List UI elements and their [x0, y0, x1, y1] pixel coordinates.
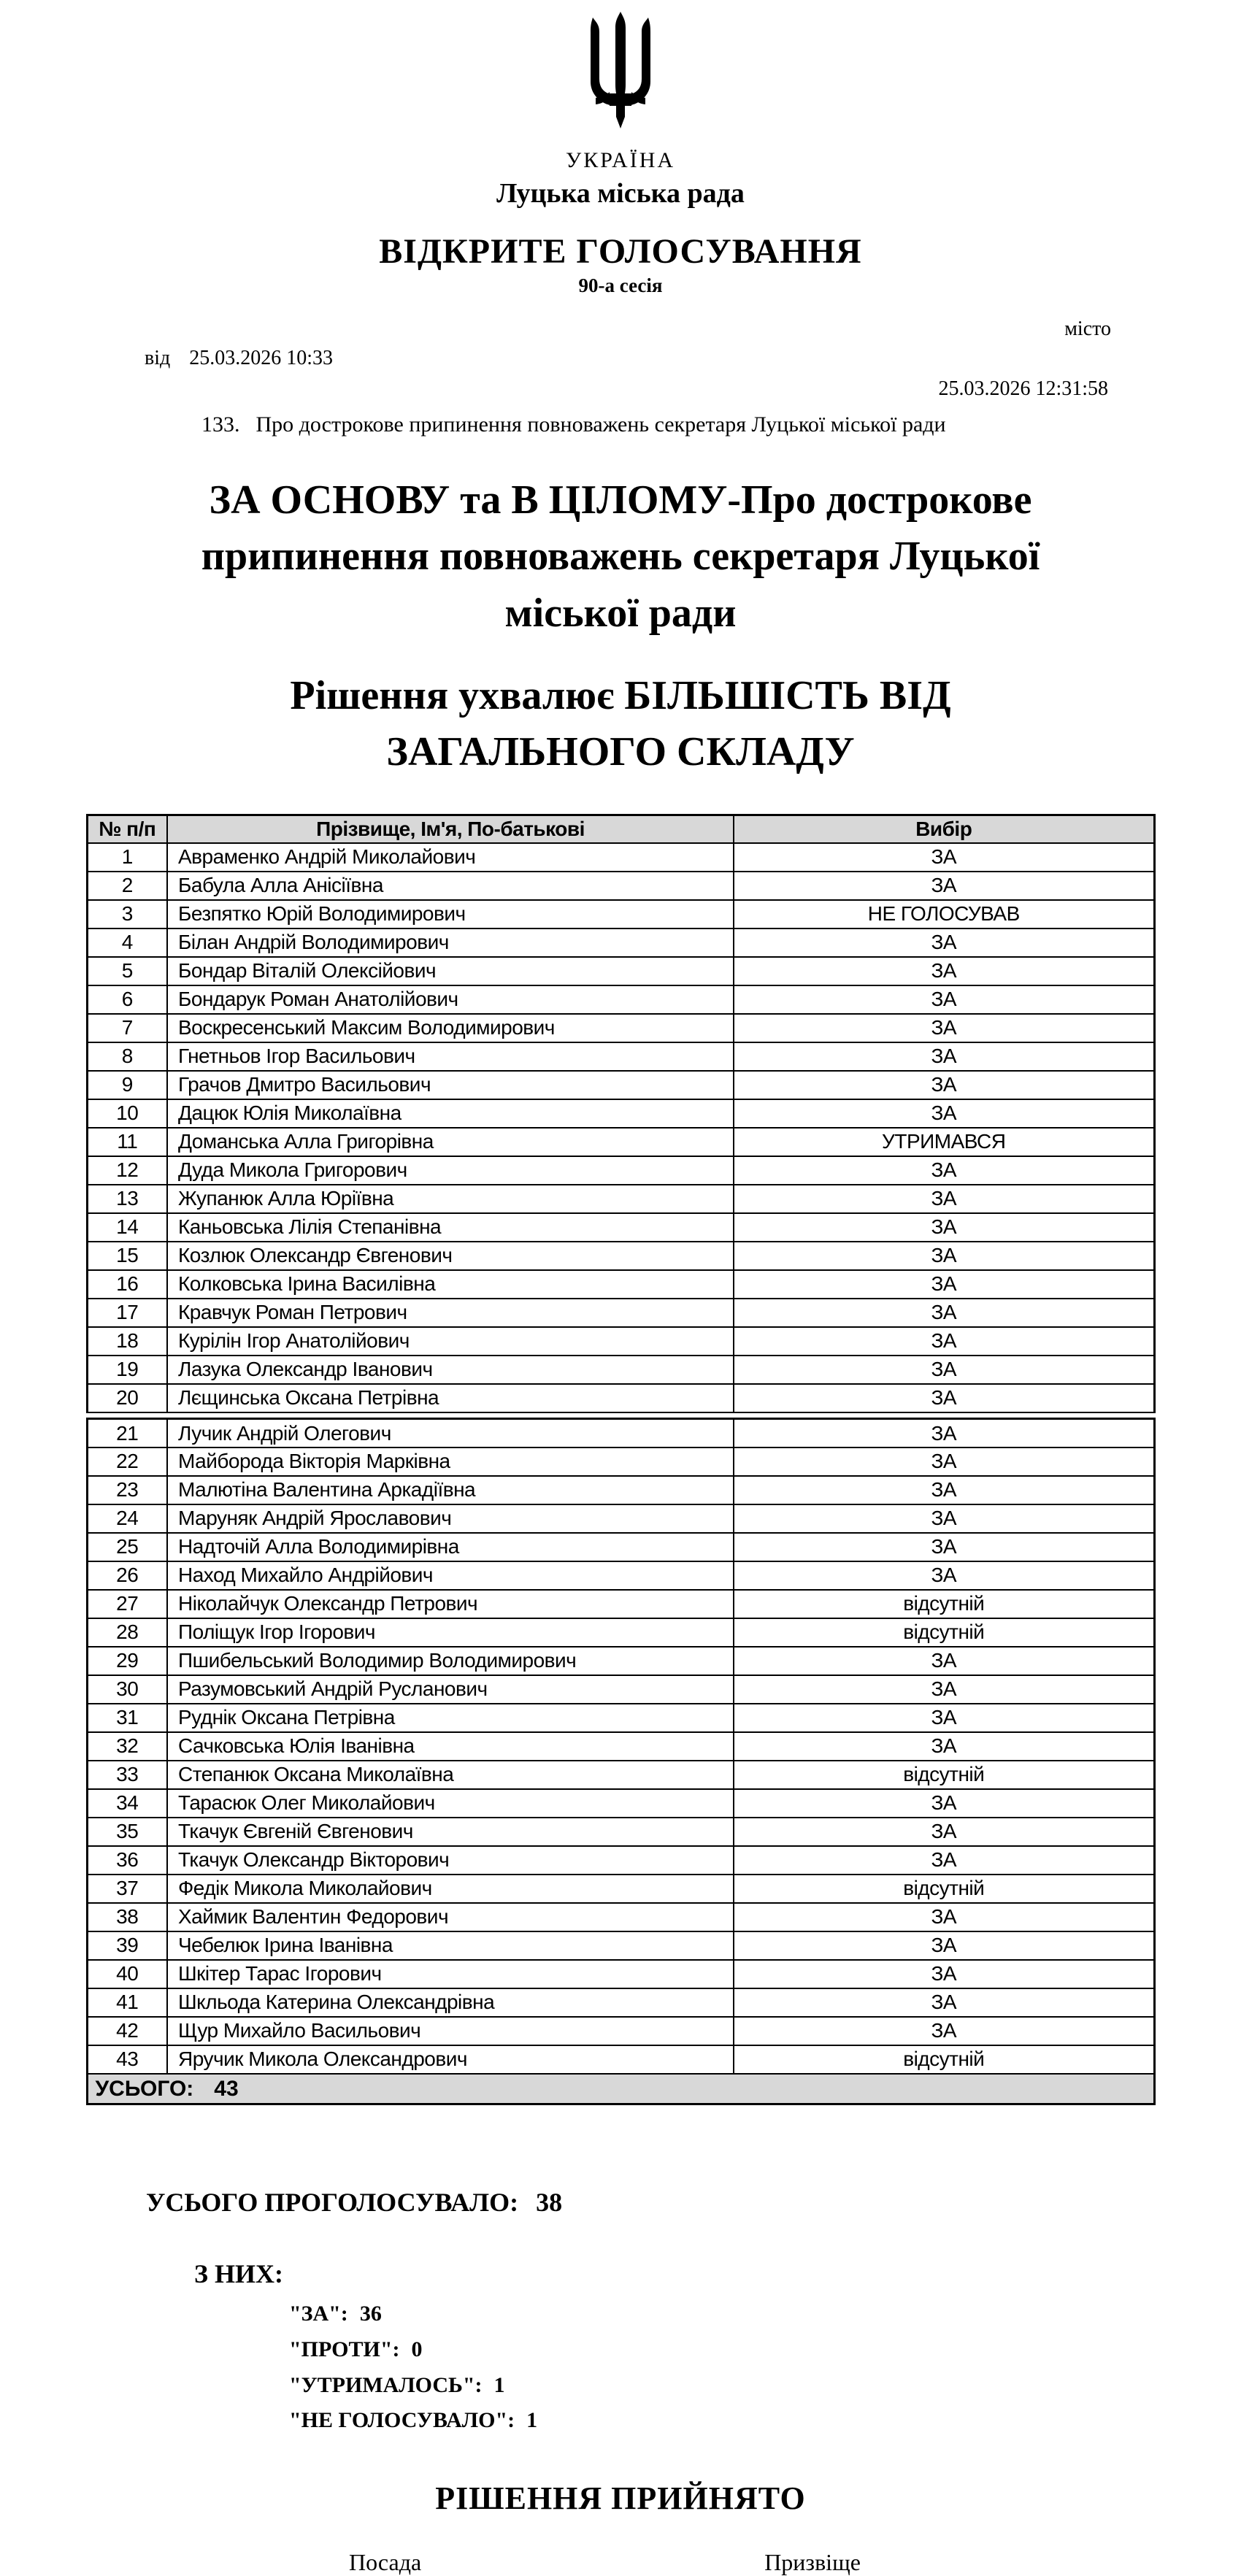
- deputy-name: Жупанюк Алла Юріївна: [167, 1185, 734, 1213]
- vote-choice: ЗА: [734, 1647, 1154, 1675]
- breakdown-value: 0: [411, 2337, 423, 2361]
- total-value: 43: [214, 2076, 239, 2101]
- row-number: 23: [87, 1476, 167, 1504]
- table-row: [87, 1356, 1154, 1384]
- council-name: Луцька міська рада: [496, 178, 745, 209]
- row-number: 31: [87, 1704, 167, 1732]
- vote-breakdown: [0, 2296, 1241, 2438]
- row-number: 17: [87, 1299, 167, 1327]
- table-row: [87, 872, 1154, 900]
- table-row: [87, 1647, 1154, 1675]
- agenda-number: 133.: [201, 412, 240, 437]
- deputy-name: Ткачук Євгеній Євгенович: [167, 1818, 734, 1846]
- deputy-name: Степанюк Оксана Миколаївна: [167, 1761, 734, 1789]
- of-them-label: З НИХ:: [194, 2259, 283, 2289]
- vote-choice: ЗА: [734, 1071, 1154, 1099]
- vote-choice: ЗА: [734, 1419, 1154, 1447]
- vote-datetime: 25.03.2026 10:33: [189, 347, 334, 369]
- table-row: [87, 1242, 1154, 1270]
- vote-choice: ЗА: [734, 1447, 1154, 1476]
- breakdown-label: "НЕ ГОЛОСУВАЛО":: [289, 2408, 515, 2433]
- vote-choice: ЗА: [734, 1675, 1154, 1704]
- row-number: 20: [87, 1384, 167, 1412]
- table-row: [87, 957, 1154, 985]
- row-number: 3: [87, 900, 167, 928]
- vote-choice: УТРИМАВСЯ: [734, 1128, 1154, 1156]
- deputy-name: Бондарук Роман Анатолійович: [167, 985, 734, 1014]
- row-number: 16: [87, 1270, 167, 1299]
- meta-block: [0, 318, 1241, 437]
- signature-row: [0, 2549, 1241, 2576]
- row-number: 38: [87, 1903, 167, 1931]
- position-label: Посада: [349, 2548, 422, 2575]
- table-row: [87, 1327, 1154, 1356]
- deputy-name: Чебелюк Ірина Іванівна: [167, 1931, 734, 1960]
- table-row: [87, 843, 1154, 872]
- row-number: 10: [87, 1099, 167, 1128]
- row-number: 7: [87, 1014, 167, 1042]
- table-row: [87, 1185, 1154, 1213]
- table-row: [87, 1014, 1154, 1042]
- total-voted-label: УСЬОГО ПРОГОЛОСУВАЛО:: [146, 2188, 519, 2218]
- breakdown-label: "ЗА":: [289, 2302, 348, 2326]
- row-number: 33: [87, 1761, 167, 1789]
- vote-choice: відсутній: [734, 1618, 1154, 1647]
- table-row: [87, 2017, 1154, 2045]
- vote-choice: ЗА: [734, 1213, 1154, 1242]
- col-header-choice: Вибір: [734, 815, 1154, 843]
- vote-choice: ЗА: [734, 1960, 1154, 1988]
- row-number: 2: [87, 872, 167, 900]
- table-row: [87, 1761, 1154, 1789]
- vote-choice: ЗА: [734, 1014, 1154, 1042]
- row-number: 12: [87, 1156, 167, 1185]
- table-row: [87, 1384, 1154, 1412]
- deputy-name: Козлюк Олександр Євгенович: [167, 1242, 734, 1270]
- row-number: 35: [87, 1818, 167, 1846]
- deputy-name: Лазука Олександр Іванович: [167, 1356, 734, 1384]
- row-number: 34: [87, 1789, 167, 1818]
- deputy-name: Лучик Андрій Олегович: [167, 1419, 734, 1447]
- vote-choice: ЗА: [734, 1504, 1154, 1533]
- deputy-name: Сачковська Юлія Іванівна: [167, 1732, 734, 1761]
- breakdown-line: [289, 2368, 1241, 2404]
- breakdown-line: [289, 2296, 1241, 2332]
- page-title: ВІДКРИТЕ ГОЛОСУВАННЯ: [379, 232, 862, 271]
- deputy-name: Маруняк Андрій Ярославович: [167, 1504, 734, 1533]
- row-number: 28: [87, 1618, 167, 1647]
- row-number: 8: [87, 1042, 167, 1071]
- deputy-name: Дуда Микола Григорович: [167, 1156, 734, 1185]
- row-number: 27: [87, 1590, 167, 1618]
- votes-table: [86, 814, 1156, 2105]
- deputy-name: Авраменко Андрій Миколайович: [167, 843, 734, 872]
- agenda-text: Про дострокове припинення повноважень секретаря Луцької міської ради: [256, 412, 946, 437]
- deputy-name: Білан Андрій Володимирович: [167, 928, 734, 957]
- breakdown-value: 1: [493, 2372, 505, 2397]
- deputy-name: Воскресенський Максим Володимирович: [167, 1014, 734, 1042]
- row-number: 5: [87, 957, 167, 985]
- table-row: [87, 1447, 1154, 1476]
- row-number: 21: [87, 1419, 167, 1447]
- row-number: 29: [87, 1647, 167, 1675]
- session-label: 90-а сесія: [578, 274, 663, 296]
- deputy-name: Тарасюк Олег Миколайович: [167, 1789, 734, 1818]
- table-row: [87, 1213, 1154, 1242]
- deputy-name: Надточій Алла Володимирівна: [167, 1533, 734, 1561]
- table-row: [87, 1931, 1154, 1960]
- row-number: 24: [87, 1504, 167, 1533]
- vote-choice: ЗА: [734, 1846, 1154, 1875]
- row-number: 41: [87, 1988, 167, 2017]
- from-label: від: [145, 347, 171, 369]
- vote-choice: відсутній: [734, 1590, 1154, 1618]
- deputy-name: Пшибельський Володимир Володимирович: [167, 1647, 734, 1675]
- deputy-name: Яручик Микола Олександрович: [167, 2045, 734, 2074]
- table-row: [87, 1903, 1154, 1931]
- vote-choice: ЗА: [734, 1299, 1154, 1327]
- table-row: [87, 1270, 1154, 1299]
- vote-choice: ЗА: [734, 1476, 1154, 1504]
- vote-date-line: [0, 347, 1241, 370]
- table-row: [87, 1156, 1154, 1185]
- row-number: 40: [87, 1960, 167, 1988]
- vote-choice: ЗА: [734, 1818, 1154, 1846]
- vote-choice: ЗА: [734, 1270, 1154, 1299]
- decision-rule: Рішення ухвалює БІЛЬШІСТЬ ВІД ЗАГАЛЬНОГО СКЛАДУ: [290, 672, 951, 775]
- total-cell: [87, 2074, 1154, 2104]
- vote-choice: відсутній: [734, 1875, 1154, 1903]
- vote-choice: ЗА: [734, 957, 1154, 985]
- total-voted-line: [0, 2187, 1241, 2218]
- vote-choice: ЗА: [734, 1185, 1154, 1213]
- deputy-name: Курілін Ігор Анатолійович: [167, 1327, 734, 1356]
- vote-choice: ЗА: [734, 1988, 1154, 2017]
- print-datetime: 25.03.2026 12:31:58: [938, 377, 1108, 400]
- deputy-name: Федік Микола Миколайович: [167, 1875, 734, 1903]
- surname-label: Призвіще: [764, 2548, 861, 2575]
- vote-choice: ЗА: [734, 1931, 1154, 1960]
- row-number: 36: [87, 1846, 167, 1875]
- breakdown-label: "УТРИМАЛОСЬ":: [289, 2372, 483, 2397]
- vote-choice: ЗА: [734, 2017, 1154, 2045]
- table-row: [87, 1704, 1154, 1732]
- table-row: [87, 1504, 1154, 1533]
- row-number: 32: [87, 1732, 167, 1761]
- deputy-name: Ткачук Олександр Вікторович: [167, 1846, 734, 1875]
- vote-choice: ЗА: [734, 1327, 1154, 1356]
- ukraine-trident-icon: [576, 10, 665, 142]
- row-number: 6: [87, 985, 167, 1014]
- deputy-name: Грачов Дмитро Васильович: [167, 1071, 734, 1099]
- table-row: [87, 1789, 1154, 1818]
- table-row: [87, 1818, 1154, 1846]
- vote-choice: відсутній: [734, 2045, 1154, 2074]
- emblem-container: [0, 10, 1241, 145]
- deputy-name: Шкітер Тарас Ігорович: [167, 1960, 734, 1988]
- deputy-name: Щур Михайло Васильович: [167, 2017, 734, 2045]
- row-number: 9: [87, 1071, 167, 1099]
- table-row: [87, 1099, 1154, 1128]
- deputy-name: Лєщинська Оксана Петрівна: [167, 1384, 734, 1412]
- breakdown-value: 36: [359, 2302, 382, 2326]
- table-row: [87, 1042, 1154, 1071]
- table-row: [87, 1476, 1154, 1504]
- deputy-name: Бабула Алла Анісіївна: [167, 872, 734, 900]
- deputy-name: Руднік Оксана Петрівна: [167, 1704, 734, 1732]
- vote-choice: ЗА: [734, 1732, 1154, 1761]
- deputy-name: Поліщук Ігор Ігорович: [167, 1618, 734, 1647]
- deputy-name: Малютіна Валентина Аркадіївна: [167, 1476, 734, 1504]
- deputy-name: Гнетньов Ігор Васильович: [167, 1042, 734, 1071]
- deputy-name: Ніколайчук Олександр Петрович: [167, 1590, 734, 1618]
- vote-choice: ЗА: [734, 1156, 1154, 1185]
- deputy-name: Безпятко Юрій Володимирович: [167, 900, 734, 928]
- row-number: 25: [87, 1533, 167, 1561]
- deputy-name: Доманська Алла Григорівна: [167, 1128, 734, 1156]
- vote-choice: НЕ ГОЛОСУВАВ: [734, 900, 1154, 928]
- row-number: 26: [87, 1561, 167, 1590]
- deputy-name: Колковська Ірина Василівна: [167, 1270, 734, 1299]
- table-row: [87, 928, 1154, 957]
- breakdown-line: [289, 2332, 1241, 2368]
- deputy-name: Каньовська Лілія Степанівна: [167, 1213, 734, 1242]
- agenda-item: [0, 412, 1241, 437]
- vote-choice: ЗА: [734, 1356, 1154, 1384]
- deputy-name: Майборода Вікторія Марківна: [167, 1447, 734, 1476]
- table-row: [87, 1618, 1154, 1647]
- vote-choice: ЗА: [734, 1789, 1154, 1818]
- deputy-name: Кравчук Роман Петрович: [167, 1299, 734, 1327]
- table-row: [87, 1419, 1154, 1447]
- deputy-name: Дацюк Юлія Миколаївна: [167, 1099, 734, 1128]
- decision-result: РІШЕННЯ ПРИЙНЯТО: [435, 2480, 806, 2516]
- row-number: 42: [87, 2017, 167, 2045]
- table-row: [87, 1675, 1154, 1704]
- breakdown-line: [289, 2403, 1241, 2439]
- table-row: [87, 1561, 1154, 1590]
- vote-choice: відсутній: [734, 1761, 1154, 1789]
- vote-choice: ЗА: [734, 928, 1154, 957]
- table-row: [87, 1988, 1154, 2017]
- city-label: місто: [1064, 318, 1111, 340]
- row-number: 19: [87, 1356, 167, 1384]
- vote-choice: ЗА: [734, 1384, 1154, 1412]
- table-row: [87, 1071, 1154, 1099]
- deputy-name: Бондар Віталій Олексійович: [167, 957, 734, 985]
- vote-table-body: [87, 843, 1154, 2074]
- deputy-name: Шкльода Катерина Олександрівна: [167, 1988, 734, 2017]
- table-row: [87, 1960, 1154, 1988]
- table-row: [87, 985, 1154, 1014]
- deputy-name: Разумовський Андрій Русланович: [167, 1675, 734, 1704]
- vote-choice: ЗА: [734, 1903, 1154, 1931]
- votes-table-header: [87, 815, 1154, 843]
- total-voted-value: 38: [536, 2188, 563, 2218]
- row-number: 15: [87, 1242, 167, 1270]
- col-header-name: Прізвище, Ім'я, По-батькові: [167, 815, 734, 843]
- table-row: [87, 1846, 1154, 1875]
- row-number: 4: [87, 928, 167, 957]
- deputy-name: Хаймик Валентин Федорович: [167, 1903, 734, 1931]
- vote-choice: ЗА: [734, 1704, 1154, 1732]
- table-row: [87, 1128, 1154, 1156]
- vote-choice: ЗА: [734, 872, 1154, 900]
- vote-choice: ЗА: [734, 1042, 1154, 1071]
- table-row: [87, 900, 1154, 928]
- total-row: [87, 2074, 1154, 2104]
- summary-block: [0, 2187, 1241, 2516]
- table-row: [87, 1732, 1154, 1761]
- vote-choice: ЗА: [734, 1533, 1154, 1561]
- row-number: 13: [87, 1185, 167, 1213]
- vote-choice: ЗА: [734, 1242, 1154, 1270]
- vote-choice: ЗА: [734, 1099, 1154, 1128]
- row-number: 11: [87, 1128, 167, 1156]
- total-label: УСЬОГО:: [95, 2076, 194, 2101]
- deputy-name: Наход Михайло Андрійович: [167, 1561, 734, 1590]
- vote-choice: ЗА: [734, 985, 1154, 1014]
- breakdown-value: 1: [526, 2408, 538, 2433]
- row-number: 30: [87, 1675, 167, 1704]
- table-row: [87, 1299, 1154, 1327]
- row-number: 1: [87, 843, 167, 872]
- row-number: 39: [87, 1931, 167, 1960]
- breakdown-label: "ПРОТИ":: [289, 2337, 400, 2361]
- vote-choice: ЗА: [734, 1561, 1154, 1590]
- table-row: [87, 1590, 1154, 1618]
- row-number: 18: [87, 1327, 167, 1356]
- table-row: [87, 2045, 1154, 2074]
- question-title: ЗА ОСНОВУ та В ЦІЛОМУ-Про дострокове припинення повноважень секретаря Луцької міської ради: [201, 477, 1040, 636]
- page-break-gap: [87, 1412, 1154, 1419]
- row-number: 22: [87, 1447, 167, 1476]
- row-number: 43: [87, 2045, 167, 2074]
- row-number: 14: [87, 1213, 167, 1242]
- vote-choice: ЗА: [734, 843, 1154, 872]
- country-label: УКРАЇНА: [565, 148, 676, 172]
- table-row: [87, 1533, 1154, 1561]
- col-header-number: № п/п: [87, 815, 167, 843]
- row-number: 37: [87, 1875, 167, 1903]
- table-row: [87, 1875, 1154, 1903]
